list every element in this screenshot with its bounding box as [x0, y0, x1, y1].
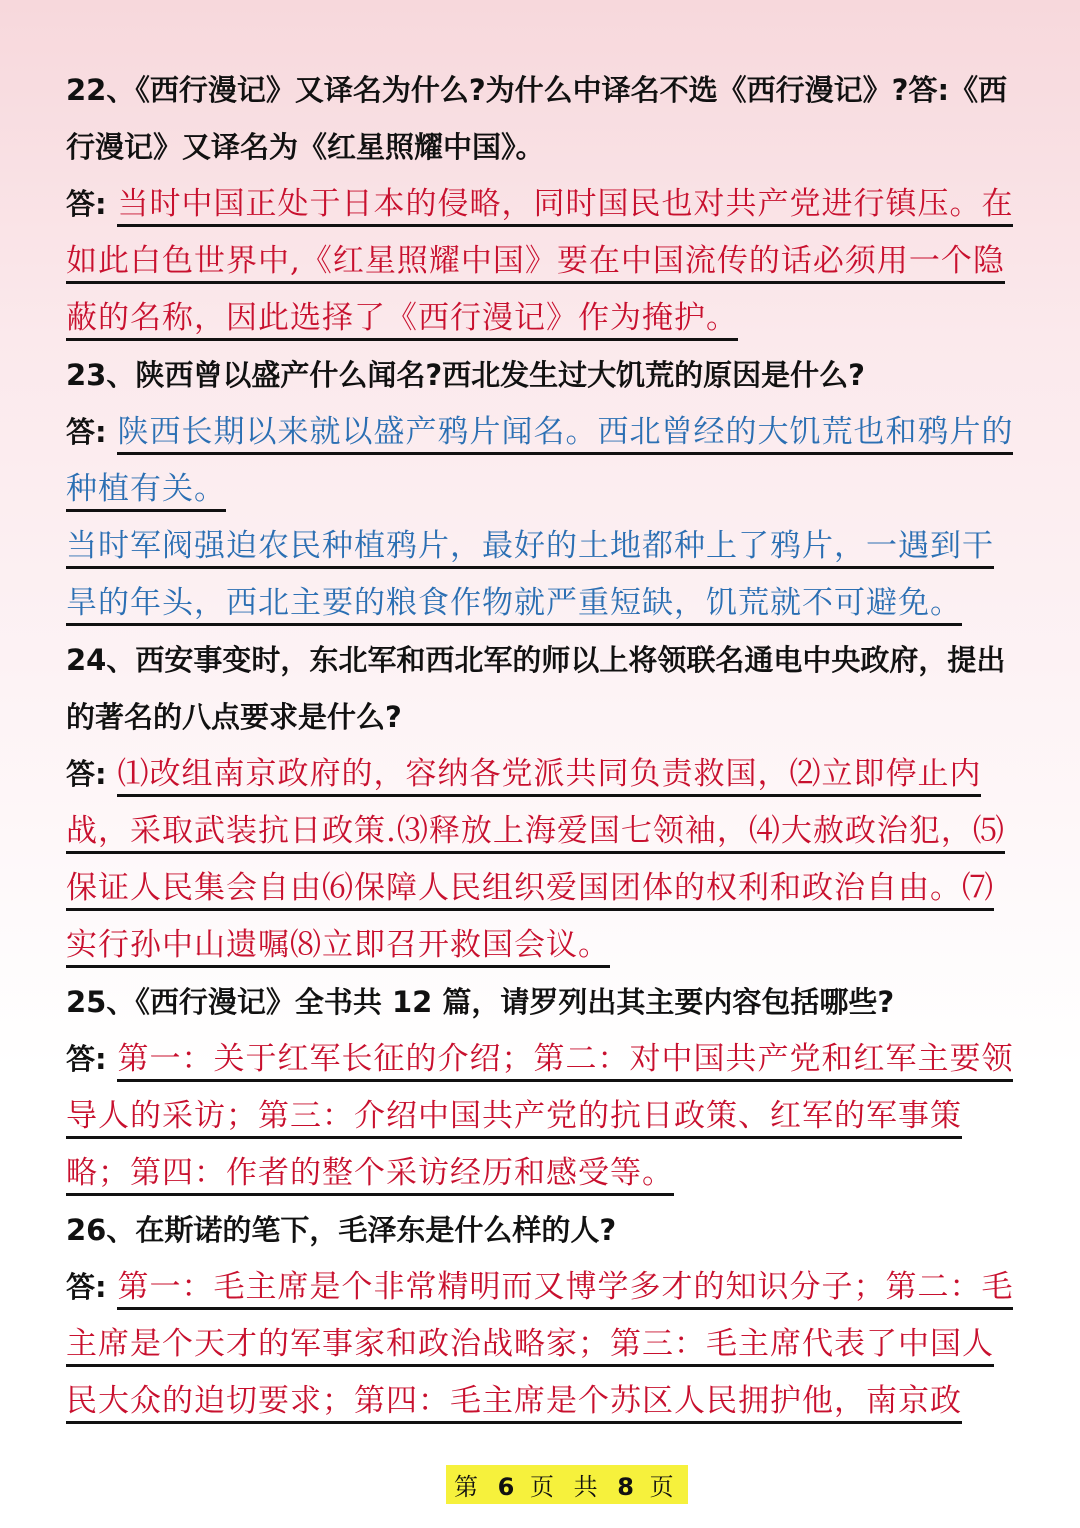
question-text: 26、在斯诺的笔下，毛泽东是什么样的人?	[66, 1213, 617, 1247]
current-page-number: 6	[497, 1473, 517, 1501]
answer-text	[66, 518, 1016, 632]
answer-label: 答:	[66, 1270, 107, 1304]
answer-text	[66, 1031, 1016, 1202]
answer-text	[66, 404, 1016, 518]
answer-body: 当时军阀强迫农民种植鸦片，最好的土地都种上了鸦片，一遇到干旱的年头，西北主要的粮食作物就严重短缺，饥荒就不可避免。	[66, 528, 994, 626]
answer-label: 答:	[66, 757, 107, 791]
answer-body: 陕西长期以来就以盛产鸦片闻名。西北曾经的大饥荒也和鸦片的种植有关。	[66, 414, 1013, 512]
answer-text	[66, 746, 1016, 974]
answer-body: 第一：关于红军长征的介绍；第二：对中国共产党和红军主要领导人的采访；第三：介绍中国共产党的抗日政策、红军的军事策略；第四：作者的整个采访经历和感受等。	[66, 1041, 1013, 1196]
document-body	[66, 62, 1016, 1430]
question-block	[66, 62, 1016, 347]
question-block	[66, 974, 1016, 1202]
total-page-number: 8	[617, 1473, 636, 1501]
question-text: 22、《西行漫记》又译名为什么?为什么中译名不选《西行漫记》?答:《西行漫记》又译名为《红星照耀中国》。	[66, 73, 1008, 164]
answer-label: 答:	[66, 1042, 107, 1076]
answer-body: ⑴改组南京政府的，容纳各党派共同负责救国，⑵立即停止内战，采取武装抗日政策.⑶释放上海爱国七领袖，⑷大赦政治犯，⑸保证人民集会自由⑹保障人民组织爱国团体的权利和政治自由。⑺实行孙中山遗嘱⑻立即召开救国会议。	[66, 756, 1005, 968]
answer-label: 答:	[66, 415, 107, 449]
footer-middle: 页 共	[529, 1473, 604, 1501]
answer-body: 第一：毛主席是个非常精明而又博学多才的知识分子；第二：毛主席是个天才的军事家和政治战略家；第三：毛主席代表了中国人民大众的迫切要求；第四：毛主席是个苏区人民拥护他，南京政	[66, 1269, 1013, 1424]
answer-label: 答:	[66, 187, 107, 221]
footer-prefix: 第	[454, 1473, 484, 1501]
answer-text	[66, 1259, 1016, 1430]
question-block	[66, 347, 1016, 632]
question-text: 24、西安事变时，东北军和西北军的师以上将领联名通电中央政府，提出的著名的八点要求是什么?	[66, 643, 1006, 734]
answer-text	[66, 176, 1016, 347]
answer-body: 当时中国正处于日本的侵略，同时国民也对共产党进行镇压。在如此白色世界中,《红星照耀中国》要在中国流传的话必须用一个隐蔽的名称，因此选择了《西行漫记》作为掩护。	[66, 186, 1013, 341]
footer-suffix: 页	[649, 1473, 680, 1501]
question-text: 25、《西行漫记》全书共 12 篇，请罗列出其主要内容包括哪些?	[66, 985, 895, 1019]
question-text: 23、陕西曾以盛产什么闻名?西北发生过大饥荒的原因是什么?	[66, 358, 866, 392]
question-block	[66, 1202, 1016, 1430]
page-number-footer	[446, 1465, 688, 1504]
question-block	[66, 632, 1016, 974]
